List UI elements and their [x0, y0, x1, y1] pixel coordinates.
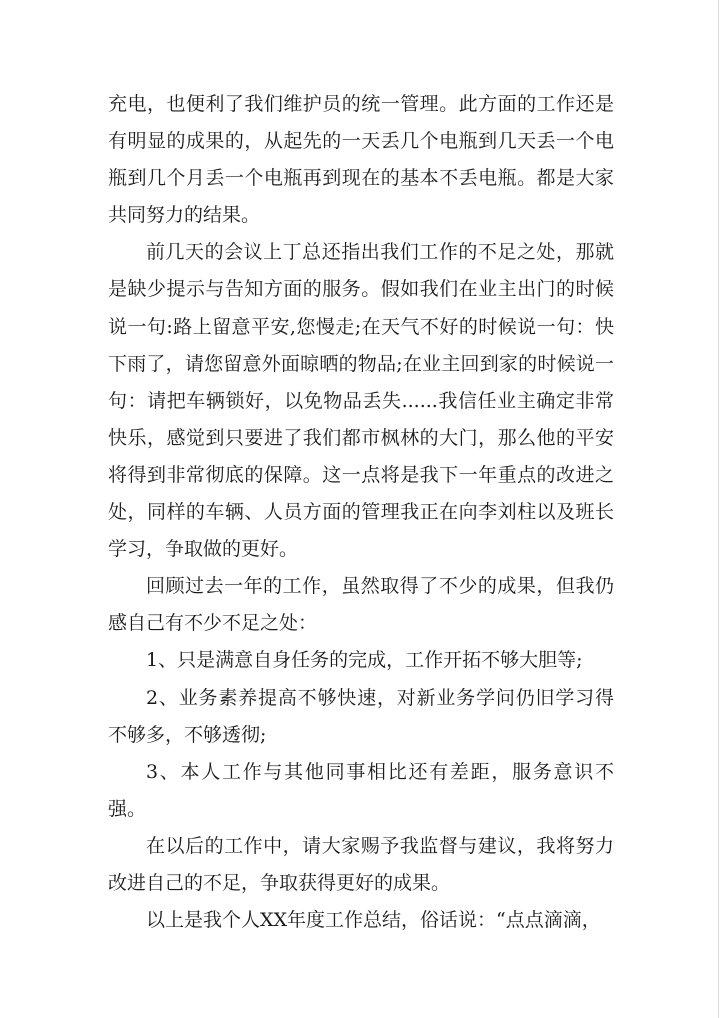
page-edge-line [718, 0, 719, 1018]
paragraph-5: 2、业务素养提高不够快速，对新业务学问仍旧学习得不够多，不够透彻; [108, 686, 614, 746]
paragraph-7: 在以后的工作中，请大家赐予我监督与建议，我将努力改进自己的不足，争取获得更好的成果。 [108, 834, 614, 894]
paragraph-1: 充电，也便利了我们维护员的统一管理。此方面的工作还是有明显的成果的，从起先的一天丢几个电瓶到几天丢一个电瓶到几个月丢一个电瓶再到现在的基本不丢电瓶。都是大家共同努力的结果。 [108, 93, 614, 227]
paragraph-8: 以上是我个人XX年度工作总结，俗话说：“点点滴滴， [146, 909, 601, 932]
paragraph-6: 3、本人工作与其他同事相比还有差距，服务意识不强。 [108, 760, 614, 820]
paragraph-2: 前几天的会议上丁总还指出我们工作的不足之处，那就是缺少提示与告知方面的服务。假如我们在业主出门的时候说一句:路上留意平安,您慢走;在天气不好的时候说一句：快下雨了，请您留意外面晾晒的物品;在业主回到家的时候说一句：请把车辆锁好，以免物品丢失......我信任业主确定非常快乐，感觉到只要进了我们都市枫林的大门，那么他的平安将得到非常彻底的保障。这一点将是我下一年重点的改进之处，同样的车辆、人员方面的管理我正在向李刘柱以及班长学习，争取做的更好。 [108, 241, 614, 561]
paragraph-3: 回顾过去一年的工作，虽然取得了不少的成果，但我仍感自己有不少不足之处： [108, 575, 614, 635]
document-body [108, 86, 614, 939]
paragraph-4: 1、只是满意自身任务的完成，工作开拓不够大胆等; [146, 649, 583, 672]
